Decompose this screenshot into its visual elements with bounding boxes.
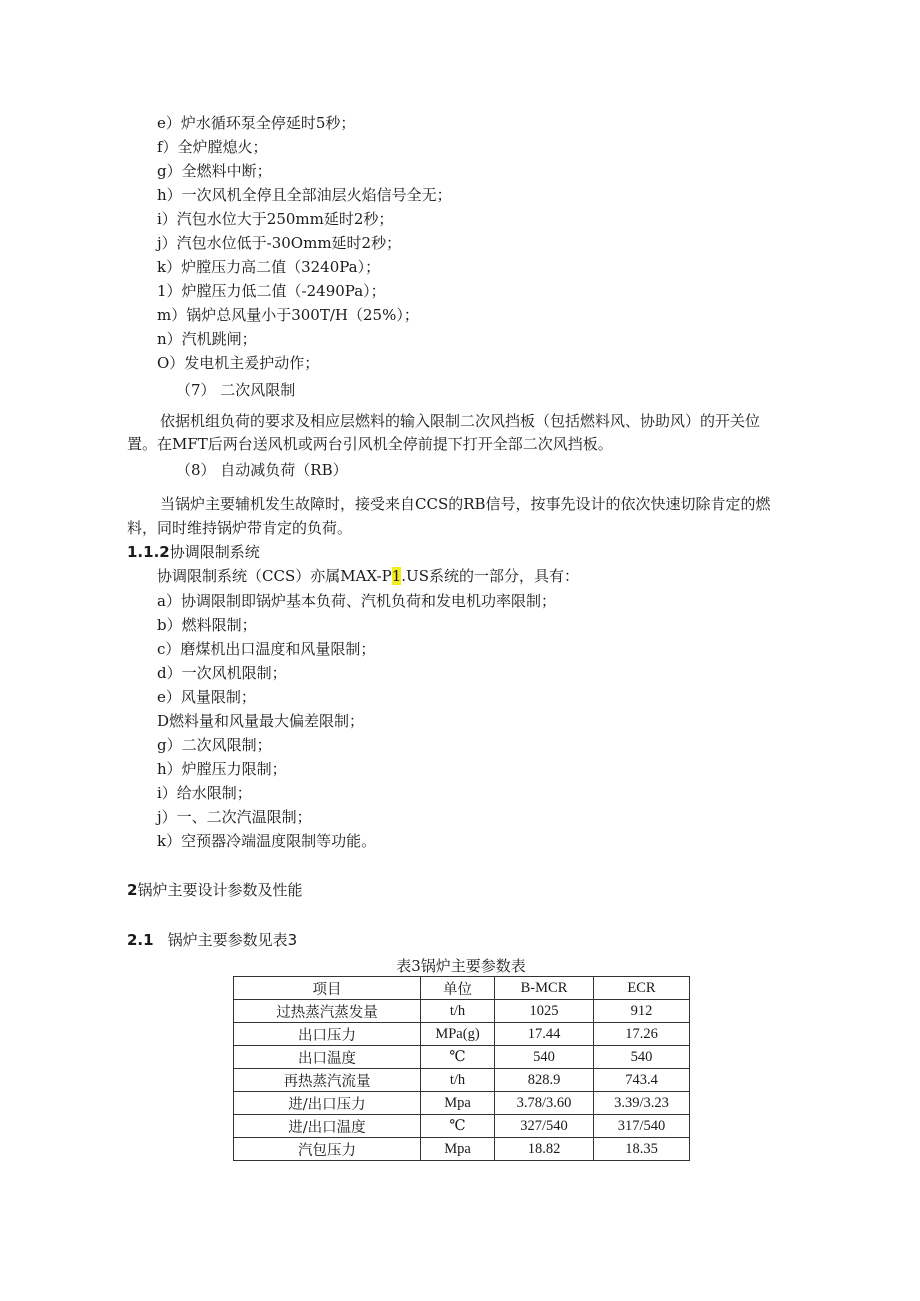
- table-cell: 1025: [495, 1000, 594, 1023]
- section-number: 2.1: [127, 931, 154, 949]
- intro-text: .US系统的一部分，具有：: [401, 567, 579, 585]
- list-item: 1）炉膛压力低二值（-2490Pa）；: [157, 282, 386, 300]
- section-heading: [127, 542, 260, 562]
- subsection-title: （8） 自动减负荷（RB）: [176, 461, 348, 479]
- list-item: i）给水限制；: [157, 784, 252, 802]
- list-item: h）炉膛压力限制；: [157, 760, 287, 778]
- table-cell: 743.4: [594, 1069, 690, 1092]
- table-cell: 18.82: [495, 1138, 594, 1161]
- table-cell: t/h: [421, 1000, 495, 1023]
- list-item: b）燃料限制；: [157, 616, 257, 634]
- table-cell: 过热蒸汽蒸发量: [234, 1000, 421, 1023]
- paragraph-line: 料，同时维持锅炉带肯定的负荷。: [127, 519, 353, 537]
- table-cell: 3.78/3.60: [495, 1092, 594, 1115]
- list-item: j）汽包水位低于-30Omm延时2秒；: [157, 234, 402, 252]
- table-cell: 327/540: [495, 1115, 594, 1138]
- list-item: c）磨煤机出口温度和风量限制；: [157, 640, 376, 658]
- table-cell: 出口压力: [234, 1023, 421, 1046]
- paragraph-line: 当锅炉主要辅机发生故障时，接受来自CCS的RB信号，按事先设计的依次快速切除肯定的燃: [160, 495, 771, 513]
- list-item: g）二次风限制；: [157, 736, 272, 754]
- list-item: d）一次风机限制；: [157, 664, 287, 682]
- list-item: e）风量限制；: [157, 688, 256, 706]
- subsection-title: （7） 二次风限制: [176, 381, 296, 399]
- table-row: [234, 1069, 690, 1092]
- table-row: [234, 1138, 690, 1161]
- intro-text: 协调限制系统（CCS）亦属MAX-P: [157, 567, 392, 585]
- paragraph-line: [157, 566, 579, 586]
- table-cell: 进/出口压力: [234, 1092, 421, 1115]
- table-row: [234, 1092, 690, 1115]
- table-row: [234, 1115, 690, 1138]
- table-cell: 3.39/3.23: [594, 1092, 690, 1115]
- table-cell: 317/540: [594, 1115, 690, 1138]
- table-caption: 表3锅炉主要参数表: [396, 957, 526, 975]
- list-item: k）空预器冷端温度限制等功能。: [157, 832, 377, 850]
- table-cell: Mpa: [421, 1092, 495, 1115]
- table-header-row: [234, 977, 690, 1000]
- table-cell: ℃: [421, 1115, 495, 1138]
- list-item: a）协调限制即锅炉基本负荷、汽机负荷和发电机功率限制；: [157, 592, 556, 610]
- section-number: 2: [127, 881, 138, 899]
- table-cell: 进/出口温度: [234, 1115, 421, 1138]
- list-item: j）一、二次汽温限制；: [157, 808, 312, 826]
- highlighted-text: 1: [391, 567, 402, 585]
- list-item: m）锅炉总风量小于300T/H（25%）；: [157, 306, 419, 324]
- section-heading: [127, 930, 297, 950]
- section-number: 1.1.2: [127, 543, 170, 561]
- list-item: i）汽包水位大于250mm延时2秒；: [157, 210, 394, 228]
- table-cell: MPa(g): [421, 1023, 495, 1046]
- list-item: k）炉膛压力高二值（3240Pa）；: [157, 258, 381, 276]
- table-cell: 540: [594, 1046, 690, 1069]
- paragraph-line: 依据机组负荷的要求及相应层燃料的输入限制二次风挡板（包括燃料风、协助风）的开关位: [160, 412, 761, 430]
- table-row: [234, 1000, 690, 1023]
- list-item: D燃料量和风量最大偏差限制；: [157, 712, 365, 730]
- header-cell: 项目: [234, 977, 421, 1000]
- list-item: f）全炉膛熄火；: [157, 138, 268, 156]
- table-cell: t/h: [421, 1069, 495, 1092]
- table-cell: 17.26: [594, 1023, 690, 1046]
- table-cell: 17.44: [495, 1023, 594, 1046]
- header-cell: B-MCR: [495, 977, 594, 1000]
- parameters-table: [233, 976, 690, 1161]
- table-cell: 再热蒸汽流量: [234, 1069, 421, 1092]
- table-cell: 912: [594, 1000, 690, 1023]
- table-cell: Mpa: [421, 1138, 495, 1161]
- table-cell: 出口温度: [234, 1046, 421, 1069]
- table-cell: ℃: [421, 1046, 495, 1069]
- section-title: 锅炉主要设计参数及性能: [137, 881, 303, 899]
- header-cell: 单位: [421, 977, 495, 1000]
- section-heading: [127, 880, 302, 900]
- table-cell: 828.9: [495, 1069, 594, 1092]
- list-item: O）发电机主爰护动作；: [157, 354, 320, 372]
- table-cell: 540: [495, 1046, 594, 1069]
- list-item: e）炉水循环泵全停延时5秒；: [157, 114, 356, 132]
- table-cell: 汽包压力: [234, 1138, 421, 1161]
- list-item: n）汽机跳闸；: [157, 330, 257, 348]
- list-item: h）一次风机全停且全部油层火焰信号全无；: [157, 186, 452, 204]
- table-row: [234, 1023, 690, 1046]
- table-cell: 18.35: [594, 1138, 690, 1161]
- list-item: g）全燃料中断；: [157, 162, 272, 180]
- header-cell: ECR: [594, 977, 690, 1000]
- table-row: [234, 1046, 690, 1069]
- section-title: 锅炉主要参数见表3: [167, 931, 298, 949]
- section-title: 协调限制系统: [169, 543, 260, 561]
- paragraph-line: 置。在MFT后两台送风机或两台引风机全停前提下打开全部二次风挡板。: [127, 435, 613, 453]
